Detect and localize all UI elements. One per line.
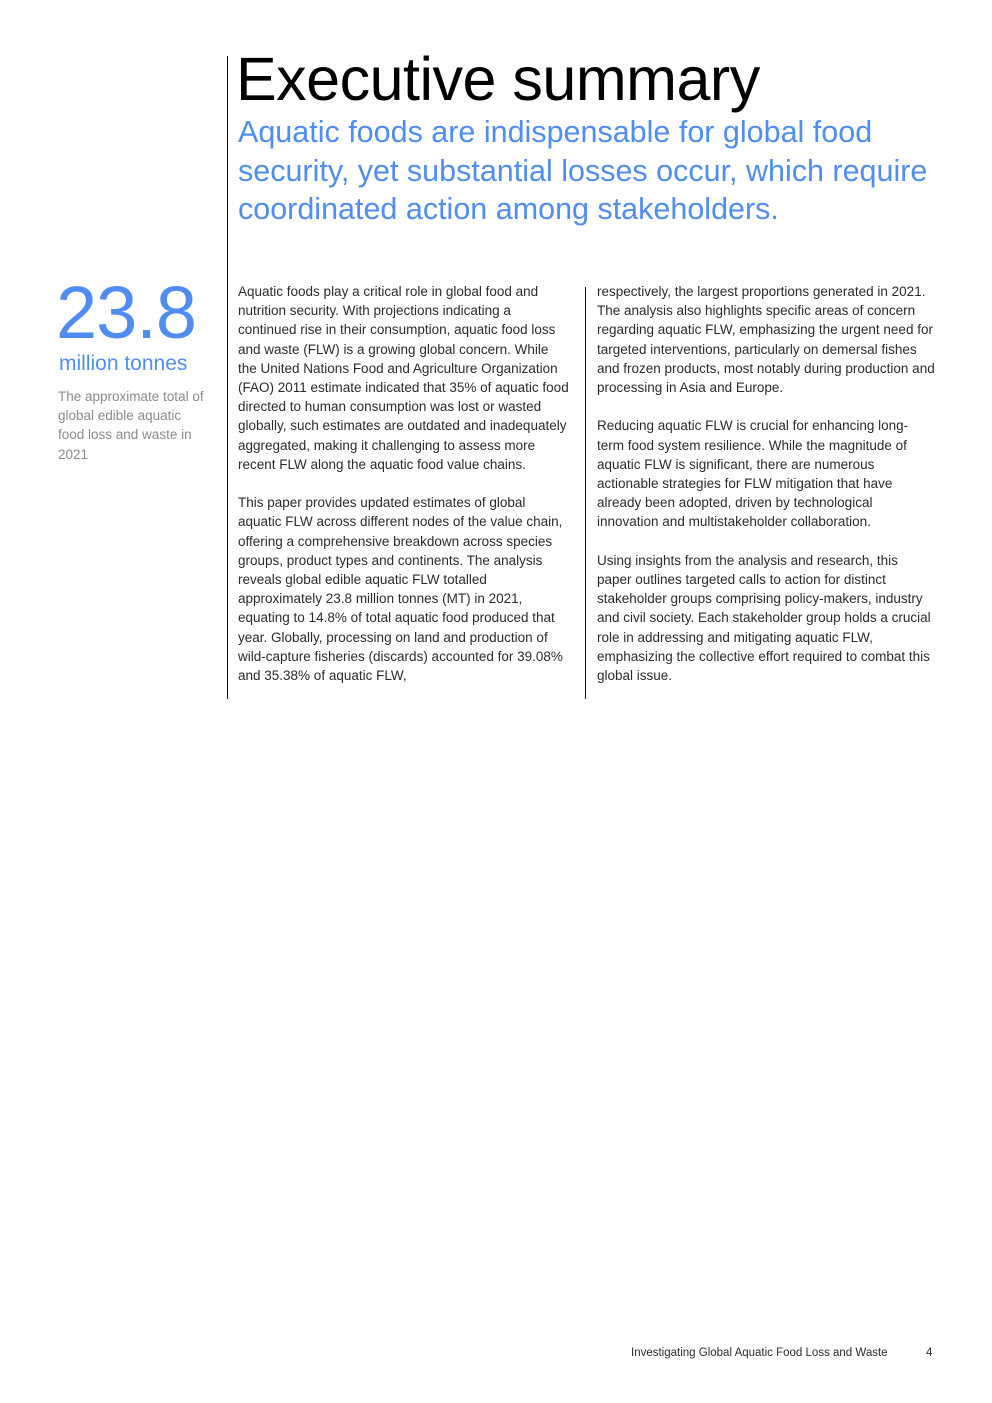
- body-column-right: [597, 282, 935, 685]
- footer-document-title: Investigating Global Aquatic Food Loss and Waste: [631, 1347, 888, 1359]
- body-paragraph: Aquatic foods play a critical role in global food and nutrition security. With projections indicating a continued rise in their consumption, aquatic food loss and waste (FLW) is a growing global concern. While the United Nations Food and Agriculture Organization (FAO) 2011 estimate indicated that 35% of aquatic food directed to human consumption was lost or wasted globally, such estimates are outdated and inadequately aggregated, making it challenging to assess more recent FLW along the aquatic food value chains.: [238, 284, 569, 472]
- column-divider: [585, 287, 586, 699]
- body-paragraph: This paper provides updated estimates of global aquatic FLW across different nodes of the value chain, offering a comprehensive breakdown across species groups, product types and continents. The analysis reveals global edible aquatic FLW totalled approximately 23.8 million tonnes (MT) in 2021, equating to 14.8% of total aquatic food produced that year. Globally, processing on land and production of wild-capture fisheries (discards) accounted for 39.08% and 35.38% of aquatic FLW,: [238, 495, 563, 684]
- body-paragraph: respectively, the largest proportions generated in 2021. The analysis also highlights specific areas of concern regarding aquatic FLW, emphasizing the urgent need for targeted interventions, particularly on demersal fishes and frozen products, most notably during production and processing in Asia and Europe.: [597, 284, 935, 396]
- vertical-divider: [227, 56, 228, 699]
- page-subtitle: Aquatic foods are indispensable for global food security, yet substantial losses occur, which require coordinated action among stakeholders.: [238, 115, 928, 226]
- page-title: Executive summary: [236, 45, 760, 113]
- body-column-left: [238, 282, 570, 685]
- stat-description: The approximate total of global edible aquatic food loss and waste in 2021: [58, 389, 204, 462]
- page-number: 4: [926, 1347, 933, 1359]
- body-paragraph: Using insights from the analysis and research, this paper outlines targeted calls to action for distinct stakeholder groups comprising policy-makers, industry and civil society. Each stakeholder group holds a crucial role in addressing and mitigating aquatic FLW, emphasizing the collective effort required to combat this global issue.: [597, 552, 931, 684]
- stat-value: 23.8: [56, 271, 197, 354]
- body-paragraph: Reducing aquatic FLW is crucial for enhancing long-term food system resilience. While the magnitude of aquatic FLW is significant, there are numerous actionable strategies for FLW mitigation that have already been adopted, driven by technological innovation and multistakeholder collaboration.: [597, 418, 909, 530]
- stat-unit: million tonnes: [59, 352, 188, 375]
